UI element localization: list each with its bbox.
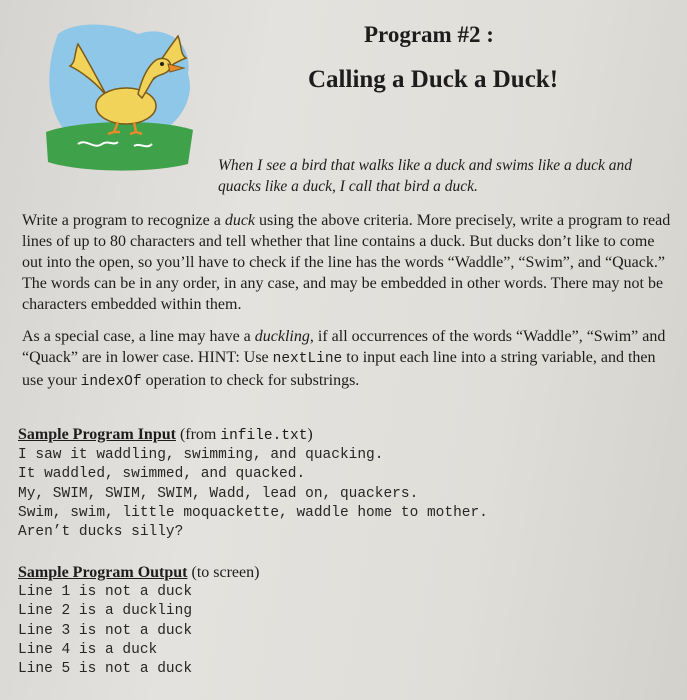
sample-input-title: Sample Program Input bbox=[18, 426, 176, 443]
paragraph1-text-a: Write a program to recognize a bbox=[22, 212, 225, 229]
sample-output-note: (to screen) bbox=[187, 564, 260, 581]
code-indexof: indexOf bbox=[80, 374, 142, 390]
sample-output-section bbox=[18, 563, 668, 679]
sample-input-section bbox=[18, 425, 668, 542]
paragraph2-text-c: to input each line into a string variable, and then use your bbox=[22, 349, 656, 389]
epigraph-quote: When I see a bird that walks like a duck and swims like a duck and quacks like a duck, I call that bird a duck. bbox=[218, 157, 632, 195]
sample-input-heading bbox=[18, 425, 668, 446]
paragraph2-emphasis: duckling bbox=[254, 328, 310, 345]
output-line: Line 1 is not a duck bbox=[18, 584, 193, 600]
title-line-1: Program #2 : bbox=[364, 22, 494, 47]
input-filename: infile.txt bbox=[220, 428, 308, 444]
output-line: Line 2 is a duckling bbox=[18, 603, 193, 620]
sample-output-heading bbox=[18, 563, 668, 583]
title-line-2: Calling a Duck a Duck! bbox=[308, 66, 559, 93]
paragraph-description bbox=[22, 210, 672, 315]
sample-output-title: Sample Program Output bbox=[18, 564, 188, 581]
input-line: My, SWIM, SWIM, SWIM, Wadd, lead on, quackers. bbox=[18, 485, 419, 502]
output-line: Line 5 is not a duck bbox=[18, 661, 193, 678]
paragraph1-emphasis: duck bbox=[224, 212, 256, 229]
output-line: Line 4 is a duck bbox=[18, 641, 158, 658]
output-line: Line 3 is not a duck bbox=[18, 622, 193, 639]
sample-input-note-prefix: (from bbox=[175, 426, 221, 443]
sample-input-note-suffix: ) bbox=[307, 426, 313, 443]
input-line: Swim, swim, little moquackette, waddle home to mother. bbox=[18, 504, 488, 521]
paragraph2-text-b: , if all occurrences of the words “Waddle”, “Swim” and “Quack” are in lower case. HINT: Use bbox=[22, 328, 666, 366]
input-line: It waddled, swimmed, and quacked. bbox=[18, 466, 306, 483]
paragraph1-text-b: using the above criteria. More precisely, write a program to read lines of up to 80 characters and tell whether that line contains a duck. But ducks don’t like to come out into the open, so you’ll have to check if the line has the words “Waddle”, “Swim”, and “Quack.” The words can be in any order, in any case, and may be embedded in other words. There may not be characters embedded within them. bbox=[22, 212, 671, 313]
paragraph2-text-a: As a special case, a line may have a bbox=[22, 328, 255, 345]
paragraph-special-case bbox=[22, 326, 672, 393]
paragraph2-text-d: operation to check for substrings. bbox=[141, 372, 360, 389]
duck-clipart-icon bbox=[38, 14, 198, 174]
input-line: I saw it waddling, swimming, and quacking. bbox=[18, 447, 384, 463]
code-nextline: nextLine bbox=[272, 351, 343, 367]
input-line: Aren’t ducks silly? bbox=[18, 524, 184, 541]
